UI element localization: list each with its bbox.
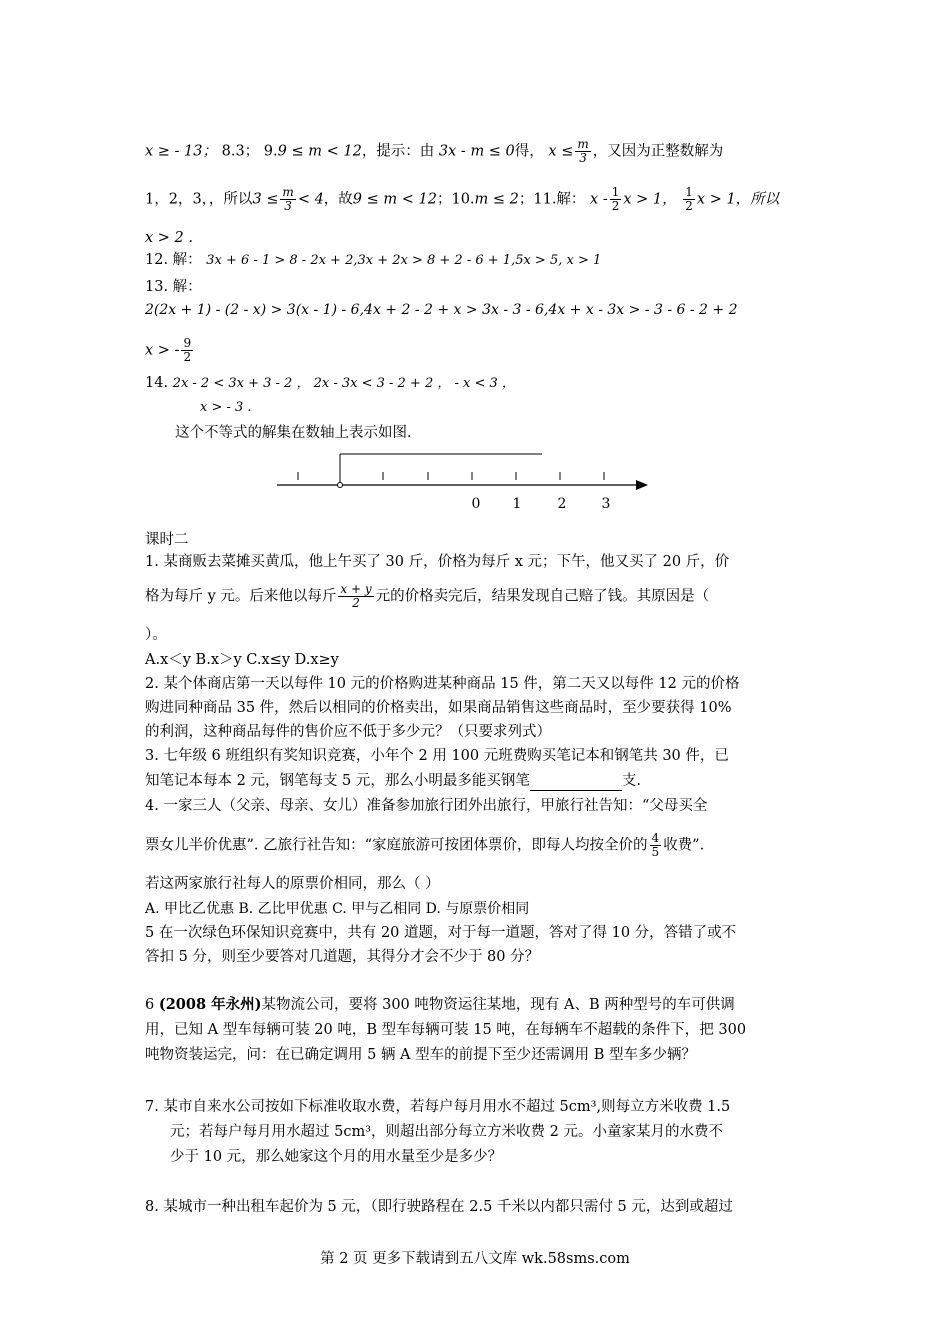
tick-label: 1 [512, 496, 522, 512]
q4-line2-b: 收费”. [663, 837, 705, 854]
q7-line1: 7. 某市自来水公司按如下标准收取水费，若每户每月用水不超过 5cm³,则每立方米收费 1.5 [145, 1099, 731, 1115]
fraction-x-plus-y-over-2: $\frac{x + y}{2}$ [340, 582, 372, 610]
q3-line2-b: 支. [621, 773, 641, 789]
ans-hint-expr: 3x - m ≤ 0 [438, 143, 515, 160]
arrow-head-icon [636, 480, 648, 490]
answer-line-3: x > 2 . [145, 230, 193, 246]
q2-line2: 购进同种商品 35 件，然后以相同的价格卖出，如果商品销售这些商品时，至少要获得 10% [145, 700, 732, 716]
q2-line3: 的利润，这种商品每件的售价应不低于多少元？（只要求列式） [145, 724, 551, 740]
answer-blank [530, 776, 622, 791]
ans-8: x ≥ - 13； [145, 143, 218, 160]
answer-12 [145, 250, 601, 271]
answer-12-expr: 3x + 6 - 1 > 8 - 2x + 2,3x + 2x > 8 + 2 - 6 + 1,5x > 5, x > 1 [206, 253, 602, 268]
q6-line2: 用，已知 A 型车每辆可装 20 吨，B 型车每辆可装 15 吨，在每辆车不超载的条件下，把 300 [145, 1022, 747, 1038]
q1-line3: ）。 [145, 627, 167, 643]
answer-14 [145, 373, 515, 394]
ans-hint-tail: ，又因为正整数解为 [592, 143, 724, 160]
fraction-half: $\frac{1}{2}$ [611, 185, 620, 213]
q3-line2-a: 知笔记本每本 2 元，钢笔每支 5 元，那么小明最多能买钢笔 [145, 773, 530, 789]
answer-14-label: 14. [145, 375, 169, 391]
ans-line2-expr1: 3 ≤ [252, 191, 279, 208]
section-title: 课时二 [145, 532, 189, 548]
q4-options: A. 甲比乙优惠 B. 乙比甲优惠 C. 甲与乙相同 D. 与原票价相同 [145, 901, 530, 917]
q1-line2-b: 元的价格卖完后，结果发现自己赔了钱。其原因是（ [375, 588, 710, 605]
fraction-m-over-3-b: $\frac{m}{3}$ [282, 185, 294, 213]
ans-11-rhs2: x > 1，所以 [696, 191, 780, 208]
open-circle-icon [338, 483, 343, 488]
fraction-4-over-5: $\frac{4}{5}$ [651, 831, 660, 859]
q7-line2: 元；若每户每月用水超过 5cm³，则超出部分每立方米收费 2 元。小童家某月的水费不 [170, 1124, 723, 1140]
ans-line2-expr2: < 4 [297, 191, 324, 208]
answer-13-lhs: x > - [145, 342, 180, 359]
fraction-9-over-2: $\frac{9}{2}$ [183, 336, 192, 364]
q5-line1: 5 在一次绿色环保知识竞赛中，共有 20 道题，对于每一道题，答对了得 10 分，答错了或不 [145, 925, 737, 941]
ans-9-expr: 9 ≤ m < 12 [277, 143, 362, 160]
q4-line3: 若这两家旅行社每人的原票价相同，那么（ ） [145, 876, 440, 892]
q8-line1: 8. 某城市一种出租车起价为 5 元，（即行驶路程在 2.5 千米以内都只需付 5 元，达到或超过 [145, 1199, 733, 1215]
answer-line-1 [145, 138, 723, 165]
tick-label: 2 [557, 496, 567, 512]
ans-hint-lhs: x ≤ [548, 143, 574, 160]
q6-tag: (2008 年永州) [158, 996, 262, 1013]
number-line [270, 448, 660, 518]
ans-10: ；10. [436, 191, 475, 208]
q7-line3: 少于 10 元，那么她家这个月的用水量至少是多少？ [170, 1149, 503, 1165]
ans-9-label: 9. [263, 143, 278, 160]
answer-14-note: 这个不等式的解集在数轴上表示如图. [175, 425, 412, 441]
q4-line2 [145, 832, 704, 859]
q5-line2: 答扣 5 分，则至少要答对几道题，其得分才会不少于 80 分？ [145, 949, 540, 965]
ans-hint: ，提示：由 [361, 143, 435, 160]
answer-14-result: x > - 3 . [200, 400, 252, 415]
fraction-m-over-3: $\frac{m}{3}$ [577, 137, 589, 165]
q2-line1: 2. 某个体商店第一天以每件 10 元的价格购进某种商品 15 件，第二天又以每件 12 元的价格 [145, 676, 740, 692]
ans-line2-b: ，故 [323, 191, 353, 208]
ans-line2-a: 1，2，3，，所以 [145, 191, 253, 208]
q1-line1: 1. 某商贩去菜摊买黄瓜，他上午买了 30 斤，价格为每斤 x 元；下午，他又买了 20 斤，价 [145, 554, 730, 570]
tick-label: 3 [601, 496, 611, 512]
fraction-half-b: $\frac{1}{2}$ [685, 185, 693, 213]
ans-11-rhs1: x > 1， [623, 191, 677, 208]
answer-13-result [145, 337, 195, 364]
answer-14-expr: 2x - 2 < 3x + 3 - 2 ， 2x - 3x < 3 - 2 + 2 ， - x < 3 ， [172, 376, 515, 391]
ans-11: ；11.解： [518, 191, 586, 208]
page-footer: 第 2 页 更多下载请到五八文库 wk.58sms.com [320, 1251, 630, 1267]
q3-line1: 3. 七年级 6 班组织有奖知识竞赛，小年个 2 用 100 元班费购买笔记本和钢笔共 30 件，已 [145, 748, 729, 764]
ans-11-lhs: x - [590, 191, 608, 208]
q1-line2 [145, 583, 709, 610]
tick-label: 0 [471, 496, 481, 512]
q1-line2-a: 格为每斤 y 元。后来他以每斤 [145, 588, 337, 605]
ans-8-3: 8.3； [221, 143, 260, 160]
q6-number: 6 [145, 997, 155, 1013]
q4-line1: 4. 一家三人（父亲、母亲、女儿）准备参加旅行团外出旅行，甲旅行社告知：“父母买全 [145, 798, 708, 814]
answer-13-label: 13. 解： [145, 279, 202, 295]
answer-12-label: 12. 解： [145, 252, 202, 268]
q6-line1-text: 某物流公司，要将 300 吨物资运往某地，现有 A、B 两种型号的车可供调 [261, 997, 735, 1013]
ans-10-expr: m ≤ 2 [474, 191, 519, 208]
q6-line1 [145, 995, 735, 1015]
answer-line-2 [145, 186, 779, 213]
ans-hint-de: 得， [514, 143, 544, 160]
q4-line2-a: 票女儿半价优惠”. 乙旅行社告知：“家庭旅游可按团体票价，即每人均按全价的 [145, 837, 648, 854]
q3-line2 [145, 771, 641, 791]
q6-line3: 吨物资装运完，问：在已确定调用 5 辆 A 型车的前提下至少还需调用 B 型车多少辆？ [145, 1047, 697, 1063]
answer-13-expr: 2(2x + 1) - (2 - x) > 3(x - 1) - 6,4x + 2 - 2 + x > 3x - 3 - 6,4x + x - 3x > - 3 - 6 - 2 + 2 [145, 302, 738, 318]
ans-line2-bexpr: 9 ≤ m < 12 [352, 191, 437, 208]
q1-options: A.x＜y B.x＞y C.x≤y D.x≥y [145, 652, 339, 668]
